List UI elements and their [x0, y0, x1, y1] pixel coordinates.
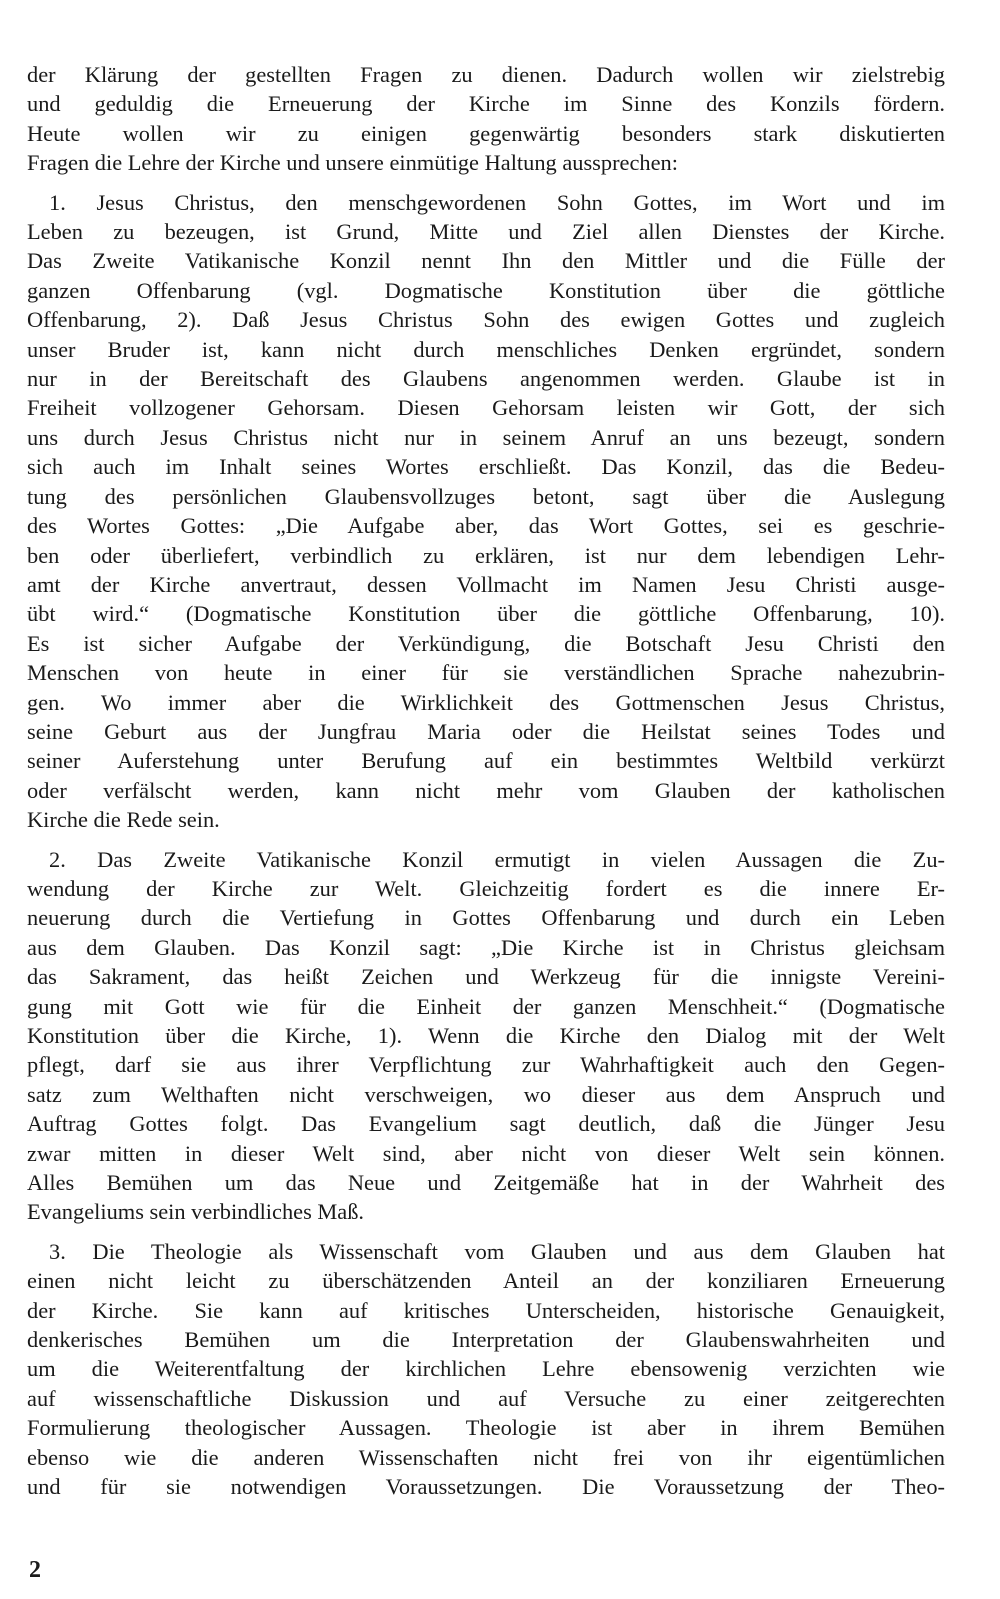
text-line: 1. Jesus Christus, den menschgewordenen Sohn Gottes, im Wort und im [49, 189, 945, 215]
text-line: Menschen von heute in einer für sie verständlichen Sprache nahezubrin- [27, 660, 945, 686]
text-line: seine Geburt aus der Jungfrau Maria oder die Heilstat seines Todes und [27, 718, 945, 744]
page-number: 2 [29, 1557, 41, 1583]
text-line: Freiheit vollzogener Gehorsam. Diesen Gehorsam leisten wir Gott, der sich [27, 395, 945, 421]
text-line: das Sakrament, das heißt Zeichen und Werkzeug für die innigste Vereini- [27, 964, 945, 990]
text-line: Auftrag Gottes folgt. Das Evangelium sagt deutlich, daß die Jünger Jesu [27, 1111, 945, 1137]
text-line: der Klärung der gestellten Fragen zu dienen. Dadurch wollen wir zielstrebig [27, 62, 945, 87]
paragraph-intro [27, 60, 945, 178]
text-line: unser Bruder ist, kann nicht durch menschliches Denken ergründet, sondern [27, 336, 945, 362]
text-line: satz zum Welthaften nicht verschweigen, wo dieser aus dem Anspruch und [27, 1081, 945, 1107]
text-line: aus dem Glauben. Das Konzil sagt: „Die Kirche ist in Christus gleichsam [27, 934, 945, 960]
text-line: Formulierung theologischer Aussagen. Theologie ist aber in ihrem Bemühen [27, 1415, 945, 1441]
text-line: Leben zu bezeugen, ist Grund, Mitte und Ziel allen Dienstes der Kirche. [27, 219, 945, 245]
text-line: Offenbarung, 2). Daß Jesus Christus Sohn des ewigen Gottes und zugleich [27, 307, 945, 333]
text-line: oder verfälscht werden, kann nicht mehr vom Glauben der katholischen [27, 777, 945, 803]
text-line: sich auch im Inhalt seines Wortes erschließt. Das Konzil, das die Bedeu- [27, 454, 945, 480]
text-line: ganzen Offenbarung (vgl. Dogmatische Konstitution über die göttliche [27, 277, 945, 303]
text-line: des Wortes Gottes: „Die Aufgabe aber, das Wort Gottes, sei es geschrie- [27, 513, 945, 539]
paragraph-point-2 [27, 845, 945, 1227]
text-line: Es ist sicher Aufgabe der Verkündigung, die Botschaft Jesu Christi den [27, 630, 945, 656]
text-line: einen nicht leicht zu überschätzenden Anteil an der konziliaren Erneuerung [27, 1268, 945, 1294]
text-line: amt der Kirche anvertraut, dessen Vollmacht im Namen Jesu Christi ausge- [27, 571, 945, 597]
text-line: nur in der Bereitschaft des Glaubens angenommen werden. Glaube ist in [27, 366, 945, 392]
text-line: 2. Das Zweite Vatikanische Konzil ermutigt in vielen Aussagen die Zu- [49, 846, 945, 872]
text-line: um die Weiterentfaltung der kirchlichen Lehre ebensowenig verzichten wie [27, 1356, 945, 1382]
text-line: uns durch Jesus Christus nicht nur in seinem Anruf an uns bezeugt, sondern [27, 424, 945, 450]
text-line: und geduldig die Erneuerung der Kirche im Sinne des Konzils fördern. [27, 91, 945, 117]
text-line: ebenso wie die anderen Wissenschaften nicht frei von ihr eigentümlichen [27, 1444, 945, 1470]
text-line: wendung der Kirche zur Welt. Gleichzeitig fordert es die innere Er- [27, 875, 945, 901]
text-line: seiner Auferstehung unter Berufung auf ein bestimmtes Weltbild verkürzt [27, 748, 945, 774]
document-page [27, 60, 945, 1512]
text-line: gung mit Gott wie für die Einheit der ganzen Menschheit.“ (Dogmatische [27, 993, 945, 1019]
text-line: Konstitution über die Kirche, 1). Wenn die Kirche den Dialog mit der Welt [27, 1023, 945, 1048]
text-line: tung des persönlichen Glaubensvollzuges betont, sagt über die Auslegung [27, 483, 945, 509]
paragraph-point-3 [27, 1237, 945, 1502]
text-line: denkerisches Bemühen um die Interpretation der Glaubenswahrheiten und [27, 1327, 945, 1353]
text-line: und für sie notwendigen Voraussetzungen. Die Voraussetzung der Theo- [27, 1474, 945, 1500]
text-line: Das Zweite Vatikanische Konzil nennt Ihn den Mittler und die Fülle der [27, 248, 945, 274]
text-line: zwar mitten in dieser Welt sind, aber nicht von dieser Welt sein können. [27, 1140, 945, 1166]
paragraph-point-1 [27, 188, 945, 835]
text-line: neuerung durch die Vertiefung in Gottes Offenbarung und durch ein Leben [27, 905, 945, 931]
text-line: auf wissenschaftliche Diskussion und auf Versuche zu einer zeitgerechten [27, 1385, 945, 1411]
text-line: Heute wollen wir zu einigen gegenwärtig besonders stark diskutierten [27, 120, 945, 146]
text-line: gen. Wo immer aber die Wirklichkeit des Gottmenschen Jesus Christus, [27, 689, 945, 715]
text-line: der Kirche. Sie kann auf kritisches Unterscheiden, historische Genauigkeit, [27, 1297, 945, 1323]
text-line: 3. Die Theologie als Wissenschaft vom Glauben und aus dem Glauben hat [49, 1238, 945, 1264]
text-line: ben oder überliefert, verbindlich zu erklären, ist nur dem lebendigen Lehr- [27, 542, 945, 568]
text-line: Alles Bemühen um das Neue und Zeitgemäße hat in der Wahrheit des [27, 1170, 945, 1196]
text-line: übt wird.“ (Dogmatische Konstitution über die göttliche Offenbarung, 10). [27, 601, 945, 627]
text-line: Evangeliums sein verbindliches Maß. [27, 1199, 365, 1225]
text-line: Fragen die Lehre der Kirche und unsere einmütige Haltung aussprechen: [27, 150, 678, 176]
text-line: Kirche die Rede sein. [27, 807, 220, 833]
text-line: pflegt, darf sie aus ihrer Verpflichtung zur Wahrhaftigkeit auch den Gegen- [27, 1052, 945, 1078]
